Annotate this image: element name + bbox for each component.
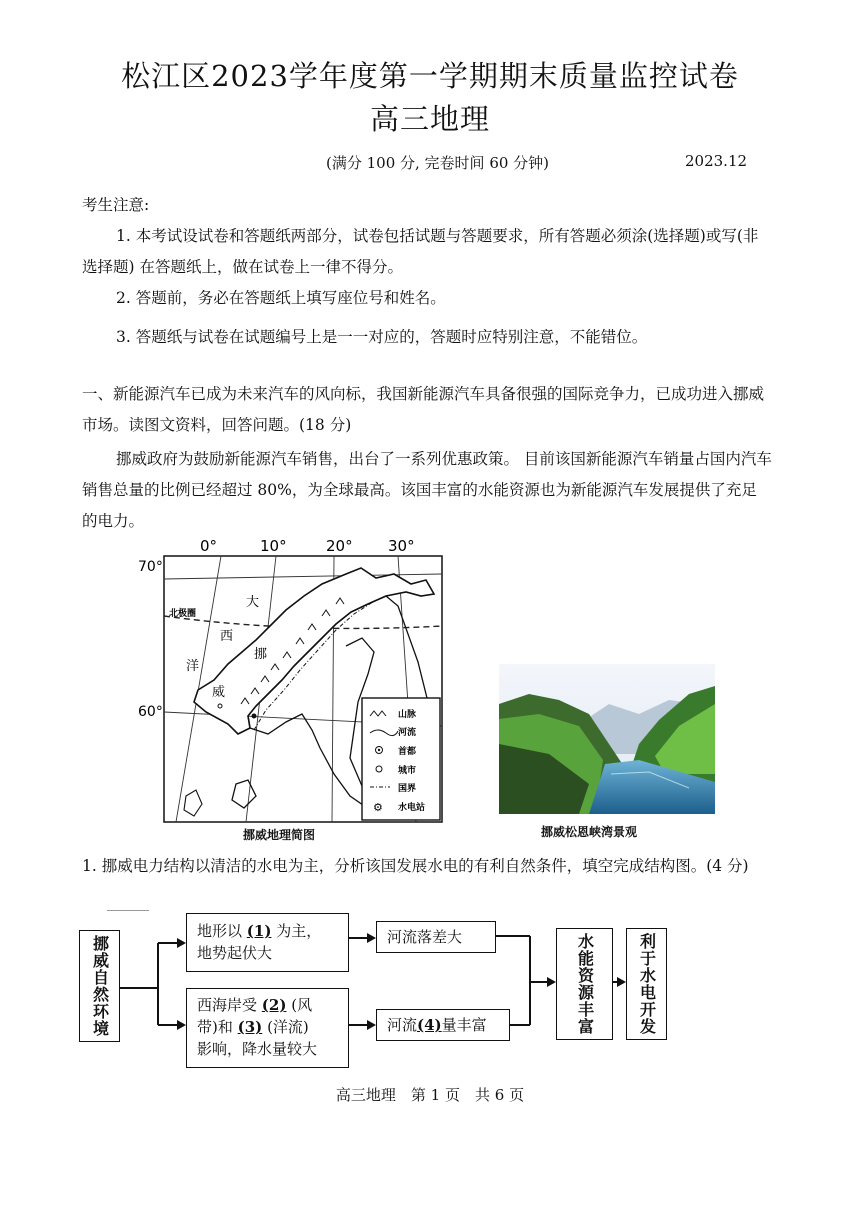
legend-mountain: 山脉	[398, 710, 417, 720]
ocean-char-3: 洋	[186, 659, 200, 674]
flow-box-climate	[186, 988, 349, 1068]
lon-label-0: 0°	[200, 537, 218, 555]
flow-box-terrain	[186, 913, 349, 972]
flow-box-result: 利于水电开发	[626, 928, 667, 1040]
country-char-2: 威	[212, 685, 226, 700]
fjord-photo	[499, 664, 715, 814]
section1-material: 挪威政府为鼓励新能源汽车销售，出台了一系列优惠政策。 目前该国新能源汽车销量占国内汽车销售总量的比例已经超过 80%，为全球最高。该国丰富的水能资源也为新能源汽车发展提供了充足的电力。	[82, 450, 772, 530]
ocean-char-2: 西	[220, 629, 234, 644]
lon-label-10: 10°	[260, 537, 287, 555]
blank-3: (3)	[237, 1018, 263, 1036]
legend-river: 河流	[398, 728, 417, 738]
capital-marker	[252, 714, 257, 719]
box-a-post: 为主，	[276, 922, 322, 940]
photo-caption: 挪威松恩峡湾景观	[541, 825, 638, 839]
legend-city: 城市	[398, 766, 417, 776]
blank-2: (2)	[261, 996, 287, 1014]
exam-date: 2023.12	[685, 152, 748, 170]
arctic-circle-label: 北极圈	[169, 609, 197, 619]
flow-box-flow	[376, 1009, 510, 1041]
box-b-line3: 影响，降水量较大	[197, 1040, 318, 1058]
legend-border: 国界	[398, 784, 417, 794]
box-b-mid2: 带)和	[197, 1018, 233, 1036]
notice-item-3: 3. 答题纸与试卷在试题编号上是一一对应的，答题时应特别注意，不能错位。	[116, 328, 648, 346]
exam-subject: 高三地理	[369, 102, 490, 136]
legend-hydropower: 水电站	[398, 803, 426, 813]
exam-title: 松江区2023学年度第一学期期末质量监控试卷	[121, 59, 739, 93]
lon-label-30: 30°	[388, 537, 415, 555]
legend-capital: 首都	[398, 747, 417, 757]
underline-mark	[107, 910, 149, 911]
box-b-mid1: (风	[291, 996, 313, 1014]
flow-box-resource: 水能资源丰富	[556, 928, 613, 1040]
country-char-1: 挪	[254, 647, 268, 662]
flow-root-box: 挪威自然环境	[79, 930, 120, 1042]
hydropower-icon: ⚙	[373, 801, 383, 814]
box-a-pre: 地形以	[197, 922, 243, 940]
lat-label-70: 70°	[138, 559, 163, 575]
lon-label-20: 20°	[326, 537, 353, 555]
page-footer: 高三地理 第 1 页 共 6 页	[335, 1086, 525, 1104]
notice-heading: 考生注意:	[82, 196, 150, 214]
question-1-text: 1. 挪威电力结构以清洁的水电为主，分析该国发展水电的有利自然条件，填空完成结构图。(4 分)	[82, 857, 749, 875]
ocean-char-1: 大	[246, 595, 260, 610]
box-a-line2: 地势起伏大	[197, 944, 273, 962]
lat-label-60: 60°	[138, 704, 163, 720]
box-d-post: 量丰富	[441, 1016, 487, 1034]
norway-map	[136, 534, 448, 844]
box-d-pre: 河流	[387, 1016, 418, 1034]
section1-intro: 一、新能源汽车已成为未来汽车的风向标，我国新能源汽车具备很强的国际竞争力，已成功进入挪威市场。读图文资料，回答问题。(18 分)	[82, 385, 765, 434]
map-caption: 挪威地理简图	[243, 828, 316, 842]
blank-1: (1)	[246, 922, 272, 940]
norway-map-figure	[136, 534, 448, 844]
blank-4: (4)	[417, 1016, 442, 1034]
notice-item-2: 2. 答题前，务必在答题纸上填写座位号和姓名。	[116, 289, 446, 307]
flow-box-drop: 河流落差大	[376, 921, 496, 953]
box-b-pre: 西海岸受	[197, 996, 258, 1014]
notice-item-1: 1. 本考试设试卷和答题纸两部分，试卷包括试题与答题要求，所有答题必须涂(选择题)或写(非选择题) 在答题纸上，做在试卷上一律不得分。	[82, 227, 759, 276]
box-b-mid3: (洋流)	[267, 1018, 309, 1036]
exam-meta: (满分 100 分, 完卷时间 60 分钟)	[326, 154, 550, 172]
